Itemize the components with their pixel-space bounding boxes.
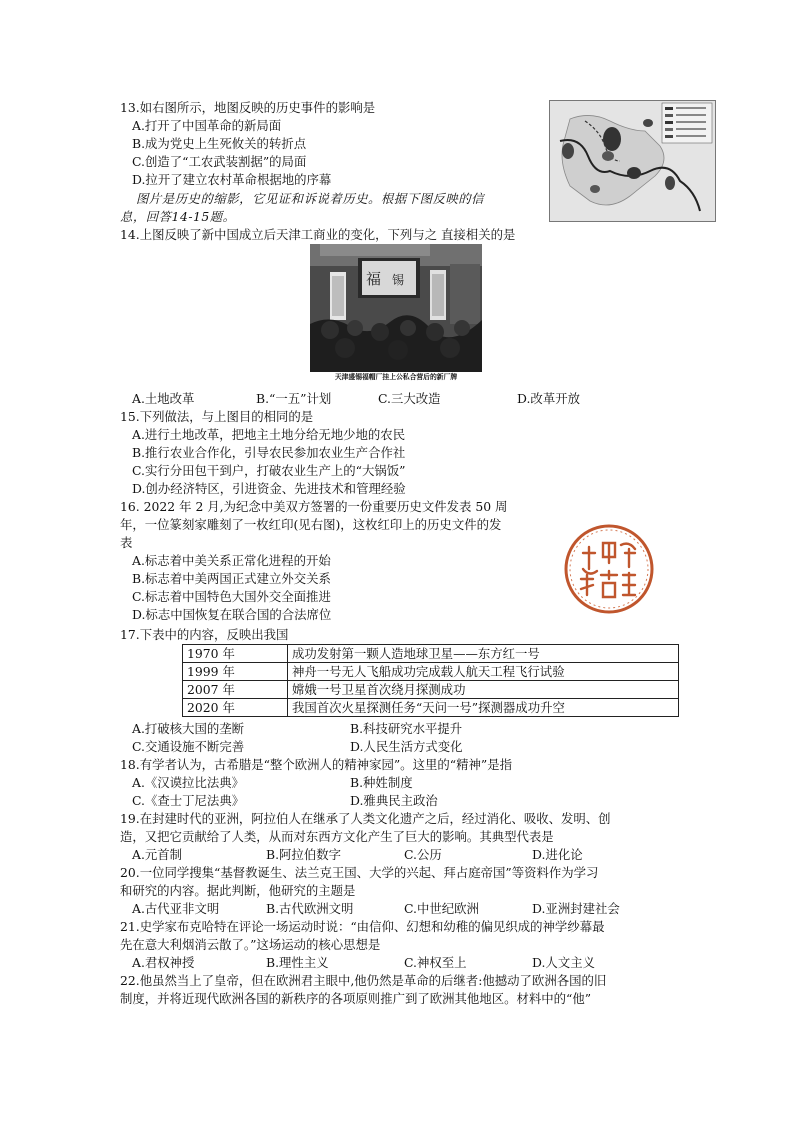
table-cell-event: 嫦娥一号卫星首次绕月探测成功 [288,681,679,699]
table-row [183,681,679,699]
q18-stem: 18.有学者认为，古希腊是“整个欧洲人的精神家园”。这里的“精神”是指 [120,757,512,772]
q14-stem: 14.上图反映了新中国成立后天津工商业的变化，下列与之 直接相关的是 [120,227,516,242]
table-cell-year: 2007 年 [183,681,288,699]
photo-caption: 天津盛锡福帽厂挂上公私合营后的新厂牌 [334,373,458,381]
q15-option-d: D.创办经济特区，引进资金、先进技术和管理经验 [132,481,406,496]
q17-stem: 17.下表中的内容，反映出我国 [120,627,289,642]
q21-stem-line-1: 21.史学家布克哈特在评论一场运动时说：“由信仰、幻想和幼稚的偏见织成的神学纱幕最 [120,919,605,934]
q16-option-d: D.标志中国恢复在联合国的合法席位 [132,607,332,622]
q19-stem-line-2: 造，又把它贡献给了人类，从而对东西方文化产生了巨大的影响。其典型代表是 [120,829,554,844]
table-row [183,663,679,681]
intro-line-1: 图片是历史的缩影，它见证和诉说着历史。根据下图反映的信 [136,191,485,206]
q21-option-b: B.理性主义 [266,955,329,970]
q22-stem-line-1: 22.他虽然当上了皇帝，但在欧洲君主眼中,他仍然是革命的后继者:他撼动了欧洲各国的旧 [120,973,607,988]
red-seal-image [563,523,655,615]
q14-option-b: B.“一五”计划 [256,391,332,406]
q16-option-c: C.标志着中国特色大国外交全面推进 [132,589,331,604]
table-cell-event: 成功发射第一颗人造地球卫星——东方红一号 [288,645,679,663]
q13-option-d: D.拉开了建立农村革命根据地的序幕 [132,172,332,187]
q13-option-b: B.成为党史上生死攸关的转折点 [132,136,307,151]
table-cell-year: 1970 年 [183,645,288,663]
q19-option-c: C.公历 [404,847,442,862]
q19-option-b: B.阿拉伯数字 [266,847,341,862]
table-cell-year: 1999 年 [183,663,288,681]
q16-stem-line-1: 16. 2022 年 2 月,为纪念中美双方签署的一份重要历史文件发表 50 周 [120,499,508,514]
q16-stem-line-3: 表 [120,535,133,550]
q18-option-a: A.《汉谟拉比法典》 [132,775,245,790]
factory-sign-photo [310,244,482,372]
q15-option-a: A.进行土地改革，把地主土地分给无地少地的农民 [132,427,406,442]
q13-stem: 13.如右图所示，地图反映的历史事件的影响是 [120,100,376,115]
q17-option-a: A.打破核大国的垄断 [132,721,245,736]
achievement-table [182,644,679,717]
q18-option-b: B.种姓制度 [350,775,413,790]
q18-option-d: D.雅典民主政治 [350,793,438,808]
q20-option-d: D.亚洲封建社会 [532,901,620,916]
q17-option-d: D.人民生活方式变化 [350,739,463,754]
q19-option-a: A.元首制 [132,847,183,862]
table-cell-year: 2020 年 [183,699,288,717]
q20-option-c: C.中世纪欧洲 [404,901,479,916]
q17-option-c: C.交通设施不断完善 [132,739,245,754]
q16-option-a: A.标志着中美关系正常化进程的开始 [132,553,331,568]
q22-stem-line-2: 制度，并将近现代欧洲各国的新秩序的各项原则推广到了欧洲其他地区。材料中的“他” [120,991,592,1006]
q18-option-c: C.《查士丁尼法典》 [132,793,245,808]
q15-stem: 15.下列做法，与上图目的相同的是 [120,409,314,424]
q20-option-b: B.古代欧洲文明 [266,901,354,916]
q13-option-a: A.打开了中国革命的新局面 [132,118,282,133]
q13-option-c: C.创造了“工农武装割据”的局面 [132,154,307,169]
q19-option-d: D.进化论 [532,847,583,862]
q20-stem-line-2: 和研究的内容。据此判断，他研究的主题是 [120,883,356,898]
q20-option-a: A.古代亚非文明 [132,901,220,916]
svg-text:锡: 锡 [392,273,405,287]
table-cell-event: 我国首次火星探测任务“天问一号”探测器成功升空 [288,699,679,717]
q14-option-d: D.改革开放 [517,391,580,406]
q16-option-b: B.标志着中美两国正式建立外交关系 [132,571,331,586]
q21-option-c: C.神权至上 [404,955,467,970]
q21-option-d: D.人文主义 [532,955,595,970]
intro-line-2: 息，回答14-15题。 [120,209,236,224]
table-cell-event: 神舟一号无人飞船成功完成载人航天工程飞行试验 [288,663,679,681]
q20-stem-line-1: 20.一位同学搜集“基督教诞生、法兰克王国、大学的兴起、拜占庭帝国”等资料作为学习 [120,865,599,880]
table-row [183,645,679,663]
q14-option-a: A.土地改革 [132,391,195,406]
q19-stem-line-1: 19.在封建时代的亚洲，阿拉伯人在继承了人类文化遗产之后，经过消化、吸收、发明、创 [120,811,611,826]
q17-option-b: B.科技研究水平提升 [350,721,463,736]
q14-option-c: C.三大改造 [378,391,441,406]
q21-option-a: A.君权神授 [132,955,195,970]
q21-stem-line-2: 先在意大利烟消云散了。”这场运动的核心思想是 [120,937,381,952]
table-row [183,699,679,717]
q16-stem-line-2: 年，一位篆刻家雕刻了一枚红印(见右图)，这枚红印上的历史文件的发 [120,517,502,532]
svg-text:福: 福 [366,270,382,288]
q15-option-c: C.实行分田包干到户，打破农业生产上的“大锅饭” [132,463,406,478]
route-map-image [549,100,716,222]
q15-option-b: B.推行农业合作化，引导农民参加农业生产合作社 [132,445,406,460]
